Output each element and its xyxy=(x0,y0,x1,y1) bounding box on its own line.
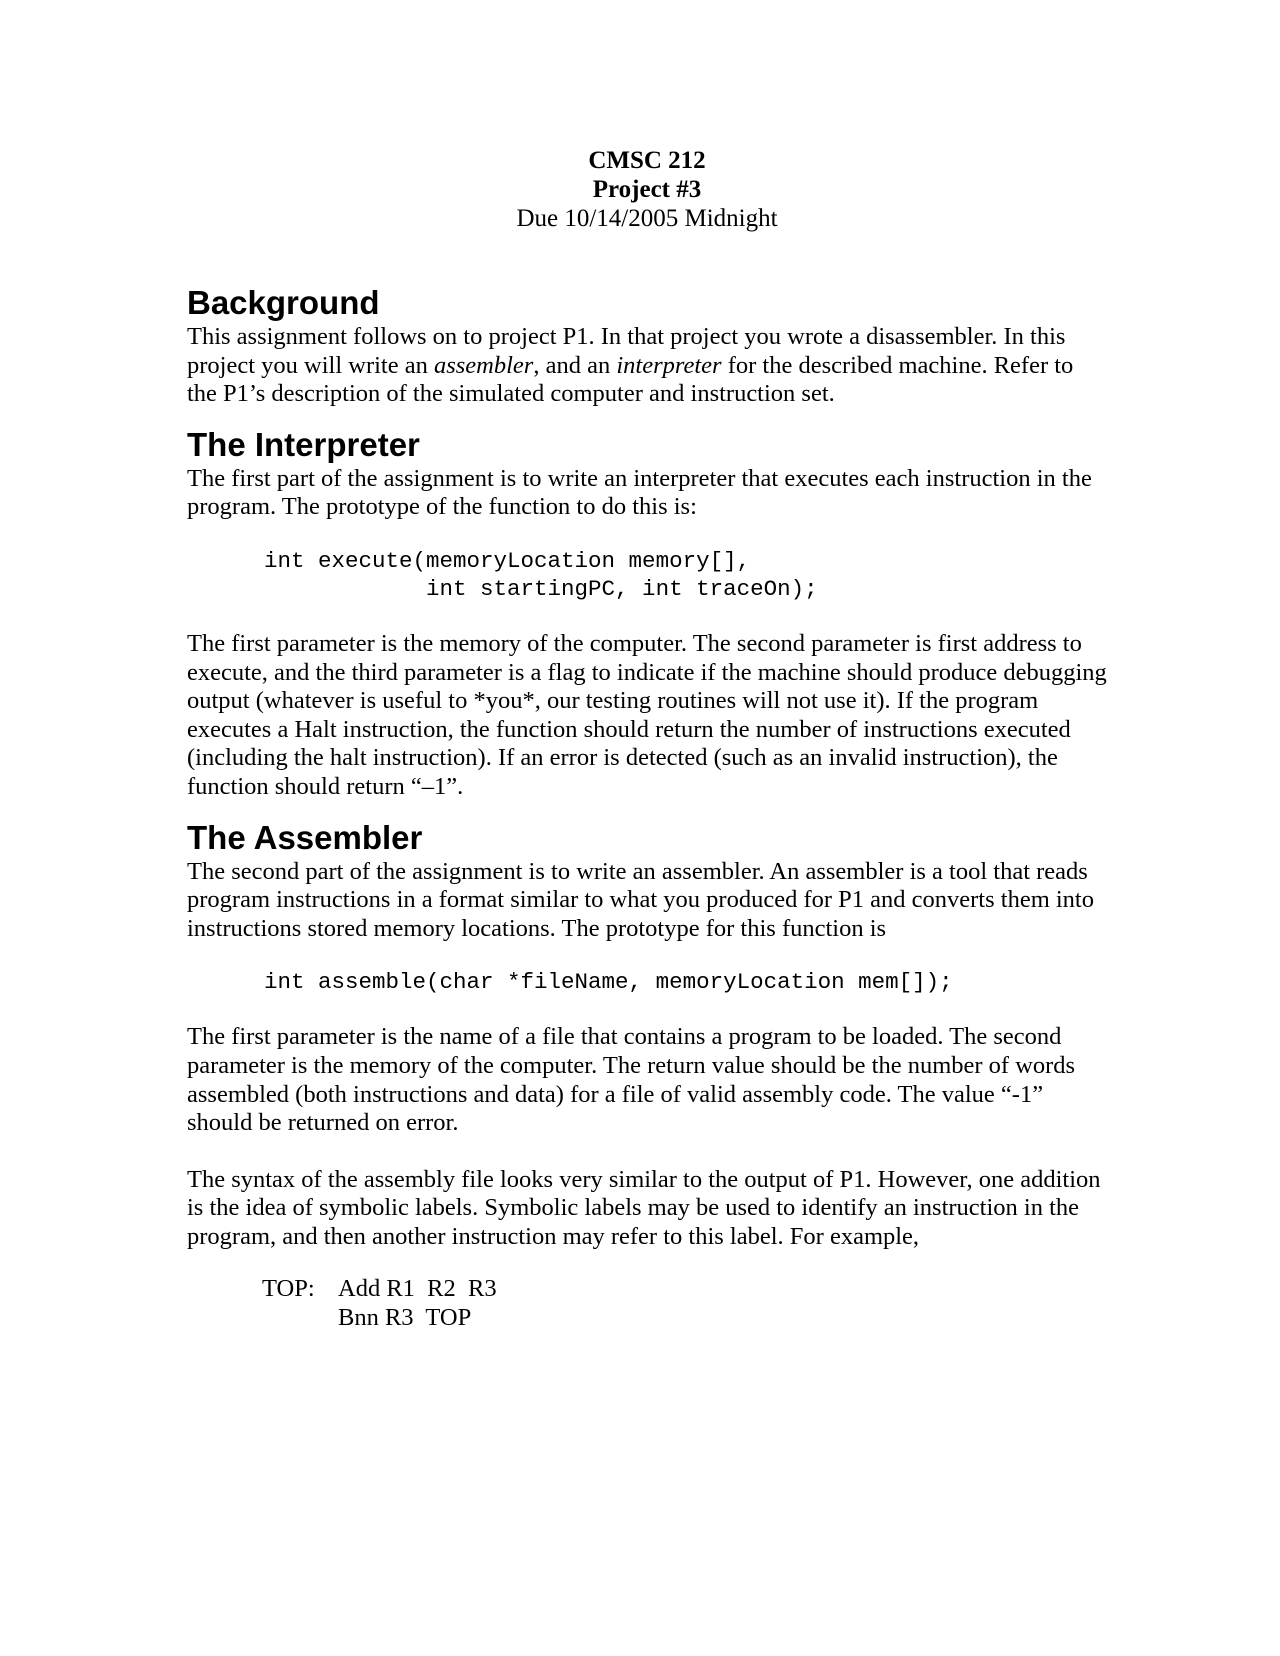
execute-prototype xyxy=(187,547,1107,603)
interpreter-heading: The Interpreter xyxy=(187,425,420,463)
background-heading: Background xyxy=(187,284,380,321)
interpreter-description: The first parameter is the memory of the computer. The second parameter is first address to execute, and the third parameter is a flag to indicate if the machine should produce debugging output (whatever is useful to *you*, our testing routines will not use it). If the program executes a Halt instruction, the function should return the number of instructions executed (including the halt instruction). If an error is detected (such as an invalid instruction), the function should return “–1”. xyxy=(187,629,1107,800)
code-line: int assemble(char *fileName, memoryLocation mem[]); xyxy=(264,969,953,996)
background-text-1: This assignment follows on to project P1. In that project you wrote a disassembler. In this project you will write an xyxy=(187,323,1066,379)
syntax-paragraph: The syntax of the assembly file looks very similar to the output of P1. However, one addition is the idea of symbolic labels. Symbolic labels may be used to identify an instruction in the program, and then another instruction may refer to this label. For example, xyxy=(187,1165,1101,1250)
interpreter-intro: The first part of the assignment is to write an interpreter that executes each instruction in the program. The prototype of the function to do this is: xyxy=(187,464,1092,521)
assembly-instruction: Add R1 R2 R3 xyxy=(338,1275,497,1303)
assembly-line xyxy=(262,1304,1107,1333)
assembly-label-empty xyxy=(262,1304,338,1333)
assembler-heading: The Assembler xyxy=(187,818,423,856)
document-header xyxy=(187,146,1107,233)
interpreter-term: interpreter xyxy=(616,351,722,379)
assemble-prototype xyxy=(187,968,1107,996)
assembly-label: TOP: xyxy=(262,1275,315,1303)
background-paragraph xyxy=(187,323,1107,409)
assembler-description: The first parameter is the name of a file that contains a program to be loaded. The second parameter is the memory of the computer. The return value should be the number of words assembled (both instructions and data) for a file of valid assembly code. The value “-1” should be returned on error. xyxy=(187,1023,1076,1137)
course-title: CMSC 212 xyxy=(588,147,706,174)
assembly-example xyxy=(187,1275,1107,1332)
assembler-term: assembler xyxy=(433,351,534,379)
background-text-2: , and an xyxy=(533,351,617,379)
code-line: int startingPC, int traceOn); xyxy=(264,575,818,602)
assembler-section xyxy=(187,819,1107,1333)
code-line: int execute(memoryLocation memory[], xyxy=(264,547,751,574)
assembly-line xyxy=(262,1275,1107,1304)
interpreter-section xyxy=(187,426,1107,802)
background-text-3: for the described machine. Refer to the P1’s description of the simulated computer and instruction set. xyxy=(187,351,1074,408)
document-page xyxy=(187,146,1107,1333)
assembly-instruction: Bnn R3 TOP xyxy=(338,1304,472,1332)
assembler-intro: The second part of the assignment is to write an assembler. An assembler is a tool that reads program instructions in a format similar to what you produced for P1 and converts them into instructions stored memory locations. The prototype for this function is xyxy=(187,857,1094,942)
due-date: Due 10/14/2005 Midnight xyxy=(516,205,778,232)
project-title: Project #3 xyxy=(592,176,702,203)
background-section xyxy=(187,284,1107,409)
